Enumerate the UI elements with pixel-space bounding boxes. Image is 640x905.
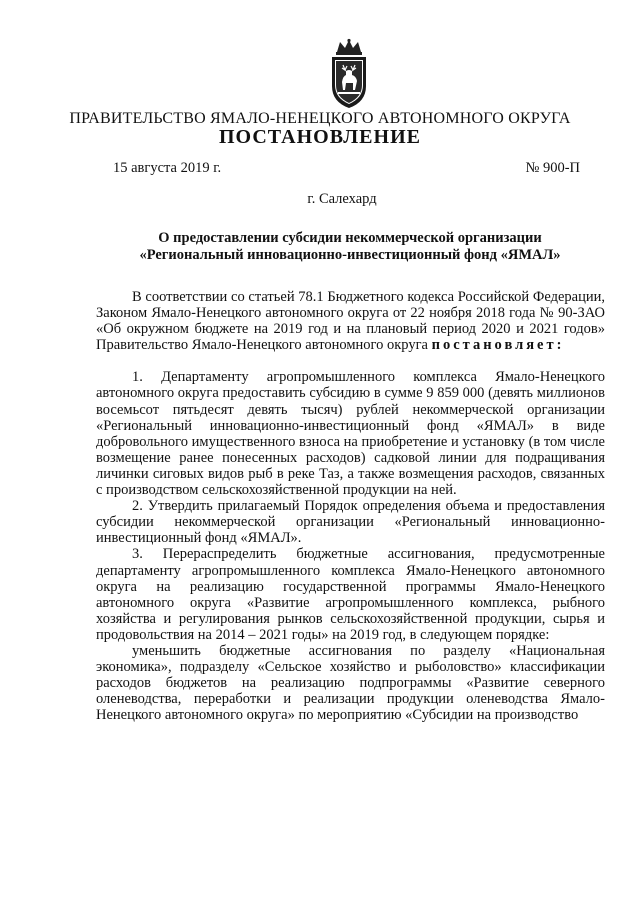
decree-number: № 900-П bbox=[525, 160, 580, 176]
item-paragraph-4: уменьшить бюджетные ассигнования по разделу «Национальная экономика», подразделу «Сельское хозяйство и рыболовство» классификации расходов бюджетов на реализацию подпрограммы «Развитие северного оленеводства, переработки и реализации продукции оленеводства Ямало-Ненецкого автономного округа» по мероприятию «Субсидии на производство bbox=[96, 642, 605, 724]
title-line-1: О предоставлении субсидии некоммерческой организации bbox=[158, 230, 542, 246]
item-paragraph-2: 2. Утвердить прилагаемый Порядок определения объема и предоставления субсидии некоммерческой организации «Региональный инновационно-инвестиционный фонд «ЯМАЛ». bbox=[96, 498, 605, 547]
document-title bbox=[80, 230, 620, 264]
preamble-text: В соответствии со статьей 78.1 Бюджетного кодекса Российской Федерации, Законом Ямало-Ненецкого автономного округа от 22 ноября 2018 года № 90-ЗАО «Об окружном бюджете на 2019 год и на плановый период 2020 и 2021 годов» Правительство Ямало-Ненецкого автономного округа bbox=[96, 289, 605, 354]
government-name: ПРАВИТЕЛЬСТВО ЯМАЛО-НЕНЕЦКОГО АВТОНОМНОГО ОКРУГА bbox=[69, 110, 571, 127]
title-line-2: «Региональный инновационно-инвестиционный фонд «ЯМАЛ» bbox=[139, 247, 561, 263]
resolves-word: постановляет: bbox=[431, 337, 565, 354]
preamble-paragraph bbox=[96, 289, 605, 353]
document-type: ПОСТАНОВЛЕНИЕ bbox=[219, 126, 421, 148]
item-paragraph-3: 3. Перераспределить бюджетные ассигнования, предусмотренные департаменту агропромышленного комплекса Ямало-Ненецкого автономного округа на реализацию государственной программы Ямало-Ненецкого автономного округа «Развитие агропромышленного комплекса, рыбного хозяйства и регулирования рынков сельскохозяйственной продукции, сырья и продовольствия на 2014 – 2021 годы» на 2019 год, в следующем порядке: bbox=[96, 546, 605, 643]
coat-of-arms-emblem bbox=[328, 38, 370, 110]
decree-city: г. Салехард bbox=[307, 191, 377, 207]
item-paragraph-1: 1. Департаменту агропромышленного комплекса Ямало-Ненецкого автономного округа предоставить субсидию в сумме 9 859 000 (девять миллионов восемьсот пятьдесят девять тысяч) рублей некоммерческой организации «Региональный инновационно-инвестиционный фонд «ЯМАЛ» в виде добровольного имущественного взноса на приобретение и установку (в том числе возмещение ранее понесенных расходов) садковой линии для подращивания личинки сиговых видов рыб в реке Таз, а также возмещения расходов, связанных с производством сельскохозяйственной продукции на ней. bbox=[96, 369, 605, 499]
decree-date: 15 августа 2019 г. bbox=[113, 160, 222, 176]
document-body bbox=[96, 289, 605, 723]
